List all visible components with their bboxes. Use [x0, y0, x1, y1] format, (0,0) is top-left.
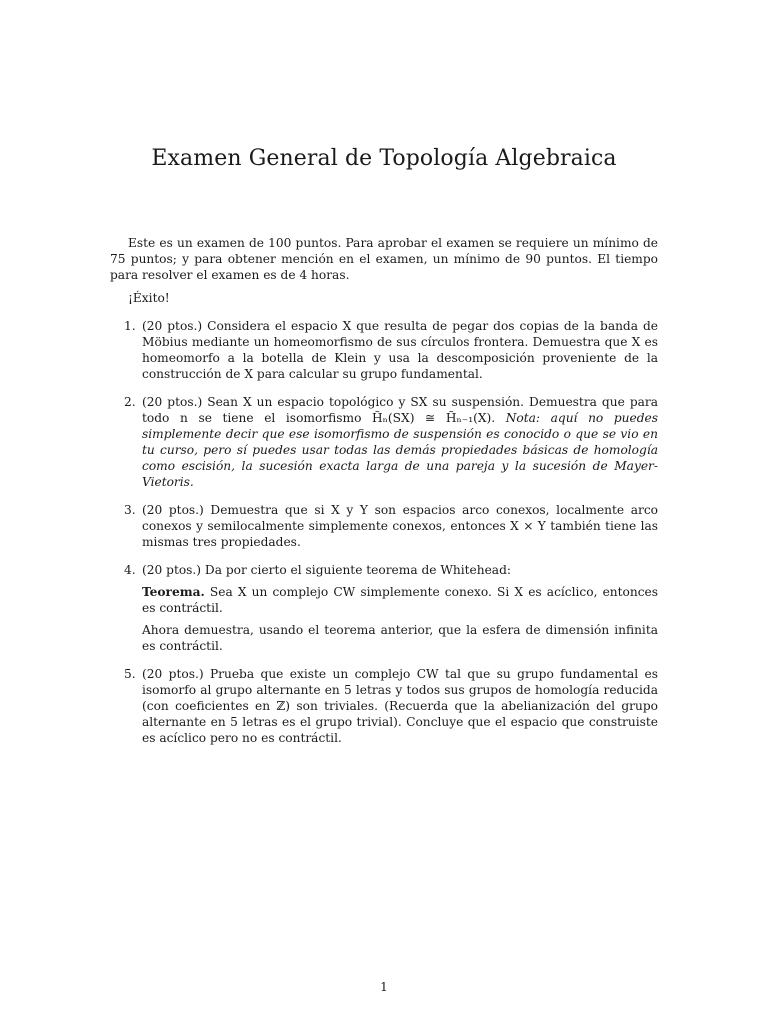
problem-number: 3. — [124, 503, 136, 517]
theorem-text: Sea X un complejo CW simplemente conexo. Si X es acíclico, entonces es contráctil. — [142, 585, 659, 615]
problem-number: 1. — [124, 319, 136, 333]
problem-5 — [110, 666, 658, 746]
problem-followup: Ahora demuestra, usando el teorema anterior, que la esfera de dimensión infinita es contráctil. — [142, 623, 658, 653]
problem-text: (20 ptos.) Demuestra que si X y Y son espacios arco conexos, localmente arco conexos y semilocalmente simplemente conexos, entonces X × Y también tiene las mismas tres propiedades. — [142, 503, 658, 549]
problem-number: 2. — [124, 395, 136, 409]
problem-2 — [110, 394, 658, 490]
problem-note: Nota: aquí no puedes simplemente decir que ese isomorfismo de suspensión es conocido o que se vio en tu curso, pero sí puedes usar todas las demás propiedades básicas de homología como escisión, la sucesión exacta larga de una pareja y la sucesión de Mayer-Vietoris. — [142, 411, 658, 489]
exam-title: Examen General de Topología Algebraica — [151, 146, 617, 171]
problem-number: 4. — [124, 563, 136, 577]
problem-text: (20 ptos.) Considera el espacio X que resulta de pegar dos copias de la banda de Möbius mediante un homeomorfismo de sus círculos frontera. Demuestra que X es homeomorfo a la botella de Klein y usa la descomposición proveniente de la construcción de X para calcular su grupo fundamental. — [142, 319, 658, 381]
problem-text: (20 ptos.) Da por cierto el siguiente teorema de Whitehead: — [142, 563, 511, 577]
greeting: ¡Éxito! — [128, 291, 170, 305]
theorem-label: Teorema. — [142, 585, 205, 599]
problem-4 — [110, 562, 658, 654]
problem-number: 5. — [124, 667, 136, 681]
page-number: 1 — [380, 980, 388, 994]
theorem-block — [142, 584, 658, 616]
problem-text: (20 ptos.) Prueba que existe un complejo CW tal que su grupo fundamental es isomorfo al grupo alternante en 5 letras y todos sus grupos de homología reducida (con coeficientes en ℤ) son triviales. (Recuerda que la abelianización del grupo alternante en 5 letras es el grupo trivial). Concluye que el espacio que construiste es acíclico pero no es contráctil. — [142, 667, 658, 745]
problem-text: (20 ptos.) Sean X un espacio topológico y SX su suspensión. Demuestra que para todo n se tiene el isomorfismo H̃ₙ(SX) ≅ H̃ₙ₋₁(X). — [142, 395, 658, 425]
problem-1 — [110, 318, 658, 382]
intro-paragraph: Este es un examen de 100 puntos. Para aprobar el examen se requiere un mínimo de 75 puntos; y para obtener mención en el examen, un mínimo de 90 puntos. El tiempo para resolver el examen es de 4 horas. — [110, 236, 658, 282]
problem-3 — [110, 502, 658, 550]
problem-list — [110, 318, 658, 758]
